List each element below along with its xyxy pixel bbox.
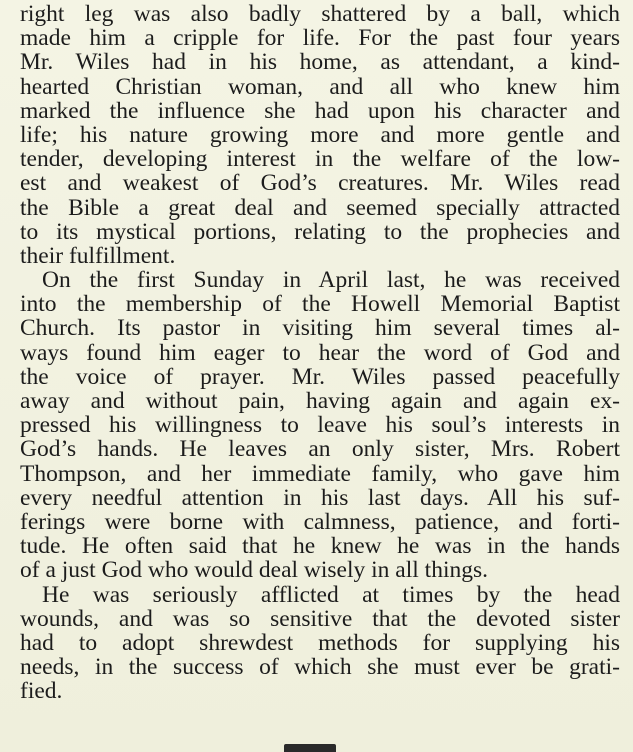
text-line: Mr. Wiles had in his home, as attendant, a kind-	[20, 50, 620, 75]
text-line: life; his nature growing more and more gentle and	[20, 122, 620, 148]
text-line: Thompson, and her immediate family, who gave him	[20, 461, 620, 486]
text-line: ways found him eager to hear the word of God and	[20, 340, 620, 365]
text-line: pressed his willingness to leave his soul’s interests in	[20, 413, 620, 438]
text-line: On the first Sunday in April last, he was received	[42, 268, 620, 293]
text-line: the Bible a great deal and seemed specially attracted	[20, 195, 620, 220]
text-line: est and weakest of God’s creatures. Mr. Wiles read	[20, 171, 620, 196]
text-line: to its mystical portions, relating to the prophecies and	[20, 219, 620, 244]
text-line: made him a cripple for life. For the past four years	[20, 26, 620, 51]
text-line: tude. He often said that he knew he was in the hands	[20, 534, 620, 559]
text-line: into the membership of the Howell Memorial Baptist	[20, 292, 620, 317]
text-line: their fulfillment.	[20, 243, 176, 269]
text-line: marked the influence she had upon his character and	[20, 98, 620, 123]
body-text	[20, 2, 620, 703]
text-line: wounds, and was so sensitive that the devoted sister	[20, 606, 620, 631]
text-line: God’s hands. He leaves an only sister, Mrs. Robert	[20, 437, 620, 462]
text-line: away and without pain, having again and again ex-	[20, 389, 620, 414]
text-line: every needful attention in his last days. All his suf-	[20, 485, 620, 510]
text-line: Church. Its pastor in visiting him several times al-	[20, 316, 620, 341]
text-line: right leg was also badly shattered by a ball, which	[20, 2, 620, 27]
text-line: tender, developing interest in the welfare of the low-	[20, 147, 620, 172]
text-line: fied.	[20, 679, 63, 704]
text-line: of a just God who would deal wisely in all things.	[20, 558, 488, 583]
text-line: ferings were borne with calmness, patience, and forti-	[20, 509, 620, 535]
text-line: hearted Christian woman, and all who knew him	[20, 74, 620, 99]
text-line: needs, in the success of which she must ever be grati-	[20, 655, 620, 680]
text-line: the voice of prayer. Mr. Wiles passed peacefully	[20, 364, 620, 389]
page-ornament	[284, 744, 336, 752]
text-line: had to adopt shrewdest methods for supplying his	[20, 630, 620, 656]
text-line: He was seriously afflicted at times by the head	[42, 582, 620, 607]
